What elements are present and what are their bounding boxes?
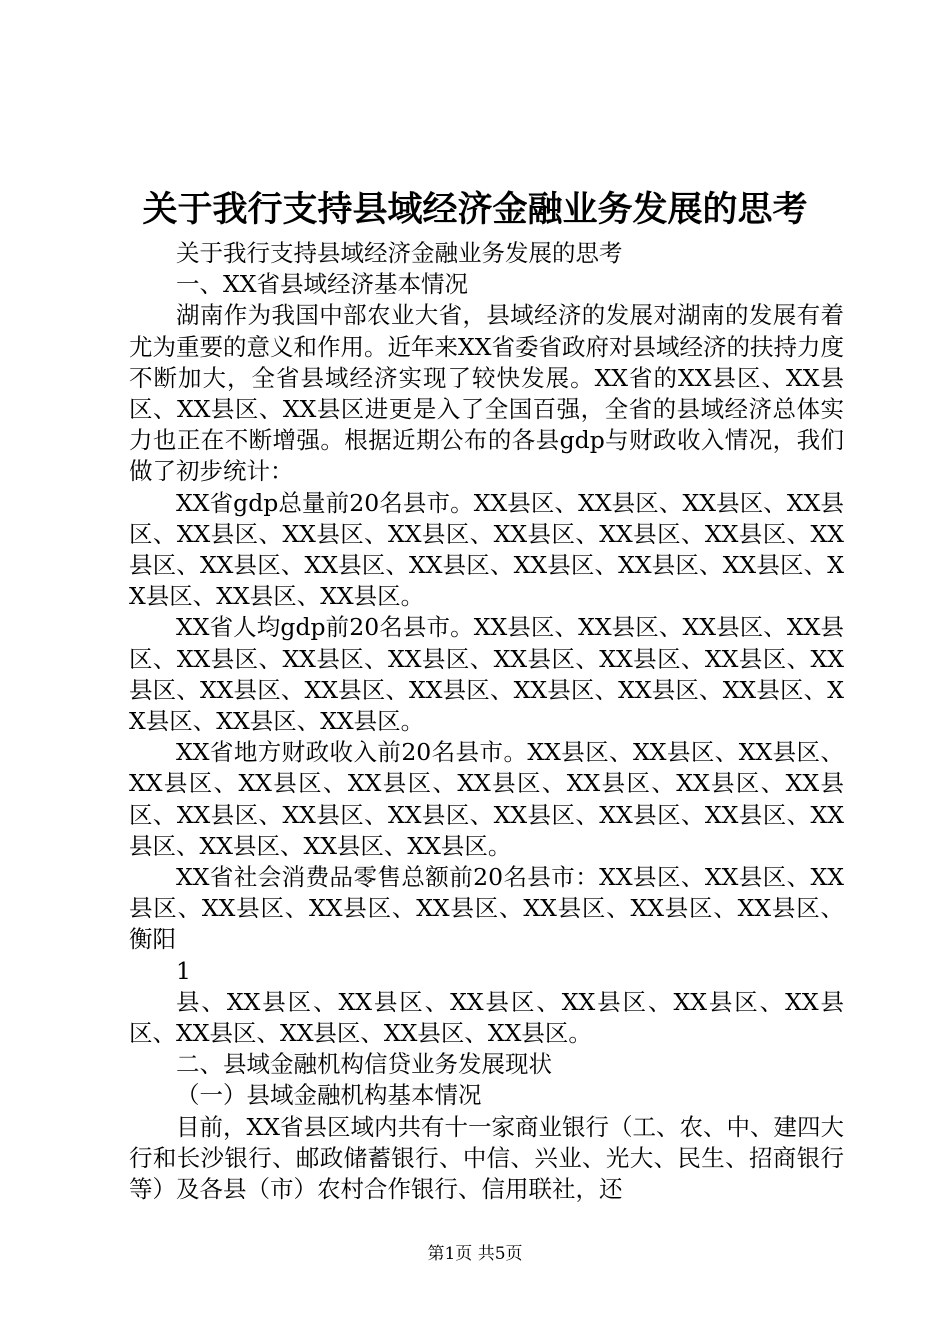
body-paragraph: XX省地方财政收入前20名县市。XX县区、XX县区、XX县区、XX县区、XX县区、XX县区、XX县区、XX县区、XX县区、XX县区、XX县区、XX县区、XX县区、XX县区、XX县区、XX县区、XX县区、XX县区、XX县区、XX县区。 xyxy=(129,738,844,860)
section-heading: 二、县域金融机构信贷业务发展现状 xyxy=(176,1050,552,1079)
body-paragraph: 县、XX县区、XX县区、XX县区、XX县区、XX县区、XX县区、XX县区、XX县区、XX县区、XX县区。 xyxy=(129,987,844,1048)
body-paragraph: XX省人均gdp前20名县市。XX县区、XX县区、XX县区、XX县区、XX县区、XX县区、XX县区、XX县区、XX县区、XX县区、XX县区、XX县区、XX县区、XX县区、XX县区、XX县区、XX县区、XX县区、XX县区、XX县区。 xyxy=(129,613,844,736)
subsection-heading: （一）县域金融机构基本情况 xyxy=(176,1081,482,1110)
body-paragraph: 湖南作为我国中部农业大省，县域经济的发展对湖南的发展有着尤为重要的意义和作用。近年来XX省委省政府对县域经济的扶持力度不断加大，全省县域经济实现了较快发展。XX省的XX县区、XX县区、XX县区、XX县区进更是入了全国百强，全省的县域经济总体实力也正在不断增强。根据近期公布的各县gdp与财政收入情况，我们做了初步统计： xyxy=(129,301,844,486)
document-body xyxy=(129,238,844,1205)
subtitle-paragraph: 关于我行支持县域经济金融业务发展的思考 xyxy=(176,239,623,267)
section-heading: 一、XX省县域经济基本情况 xyxy=(176,270,468,299)
page-footer: 第1页 共5页 xyxy=(427,1244,523,1264)
document-title: 关于我行支持县域经济金融业务发展的思考 xyxy=(142,189,808,230)
body-paragraph: 目前，XX省县区域内共有十一家商业银行（工、农、中、建四大行和长沙银行、邮政储蓄银行、中信、兴业、光大、民生、招商银行等）及各县（市）农村合作银行、信用联社，还 xyxy=(129,1112,844,1204)
body-paragraph: XX省gdp总量前20名县市。XX县区、XX县区、XX县区、XX县区、XX县区、XX县区、XX县区、XX县区、XX县区、XX县区、XX县区、XX县区、XX县区、XX县区、XX县区、XX县区、XX县区、XX县区、XX县区、XX县区。 xyxy=(129,488,844,611)
inline-page-marker: 1 xyxy=(176,956,191,985)
body-paragraph: XX省社会消费品零售总额前20名县市：XX县区、XX县区、XX县区、XX县区、XX县区、XX县区、XX县区、XX县区、XX县区、衡阳 xyxy=(129,863,844,954)
